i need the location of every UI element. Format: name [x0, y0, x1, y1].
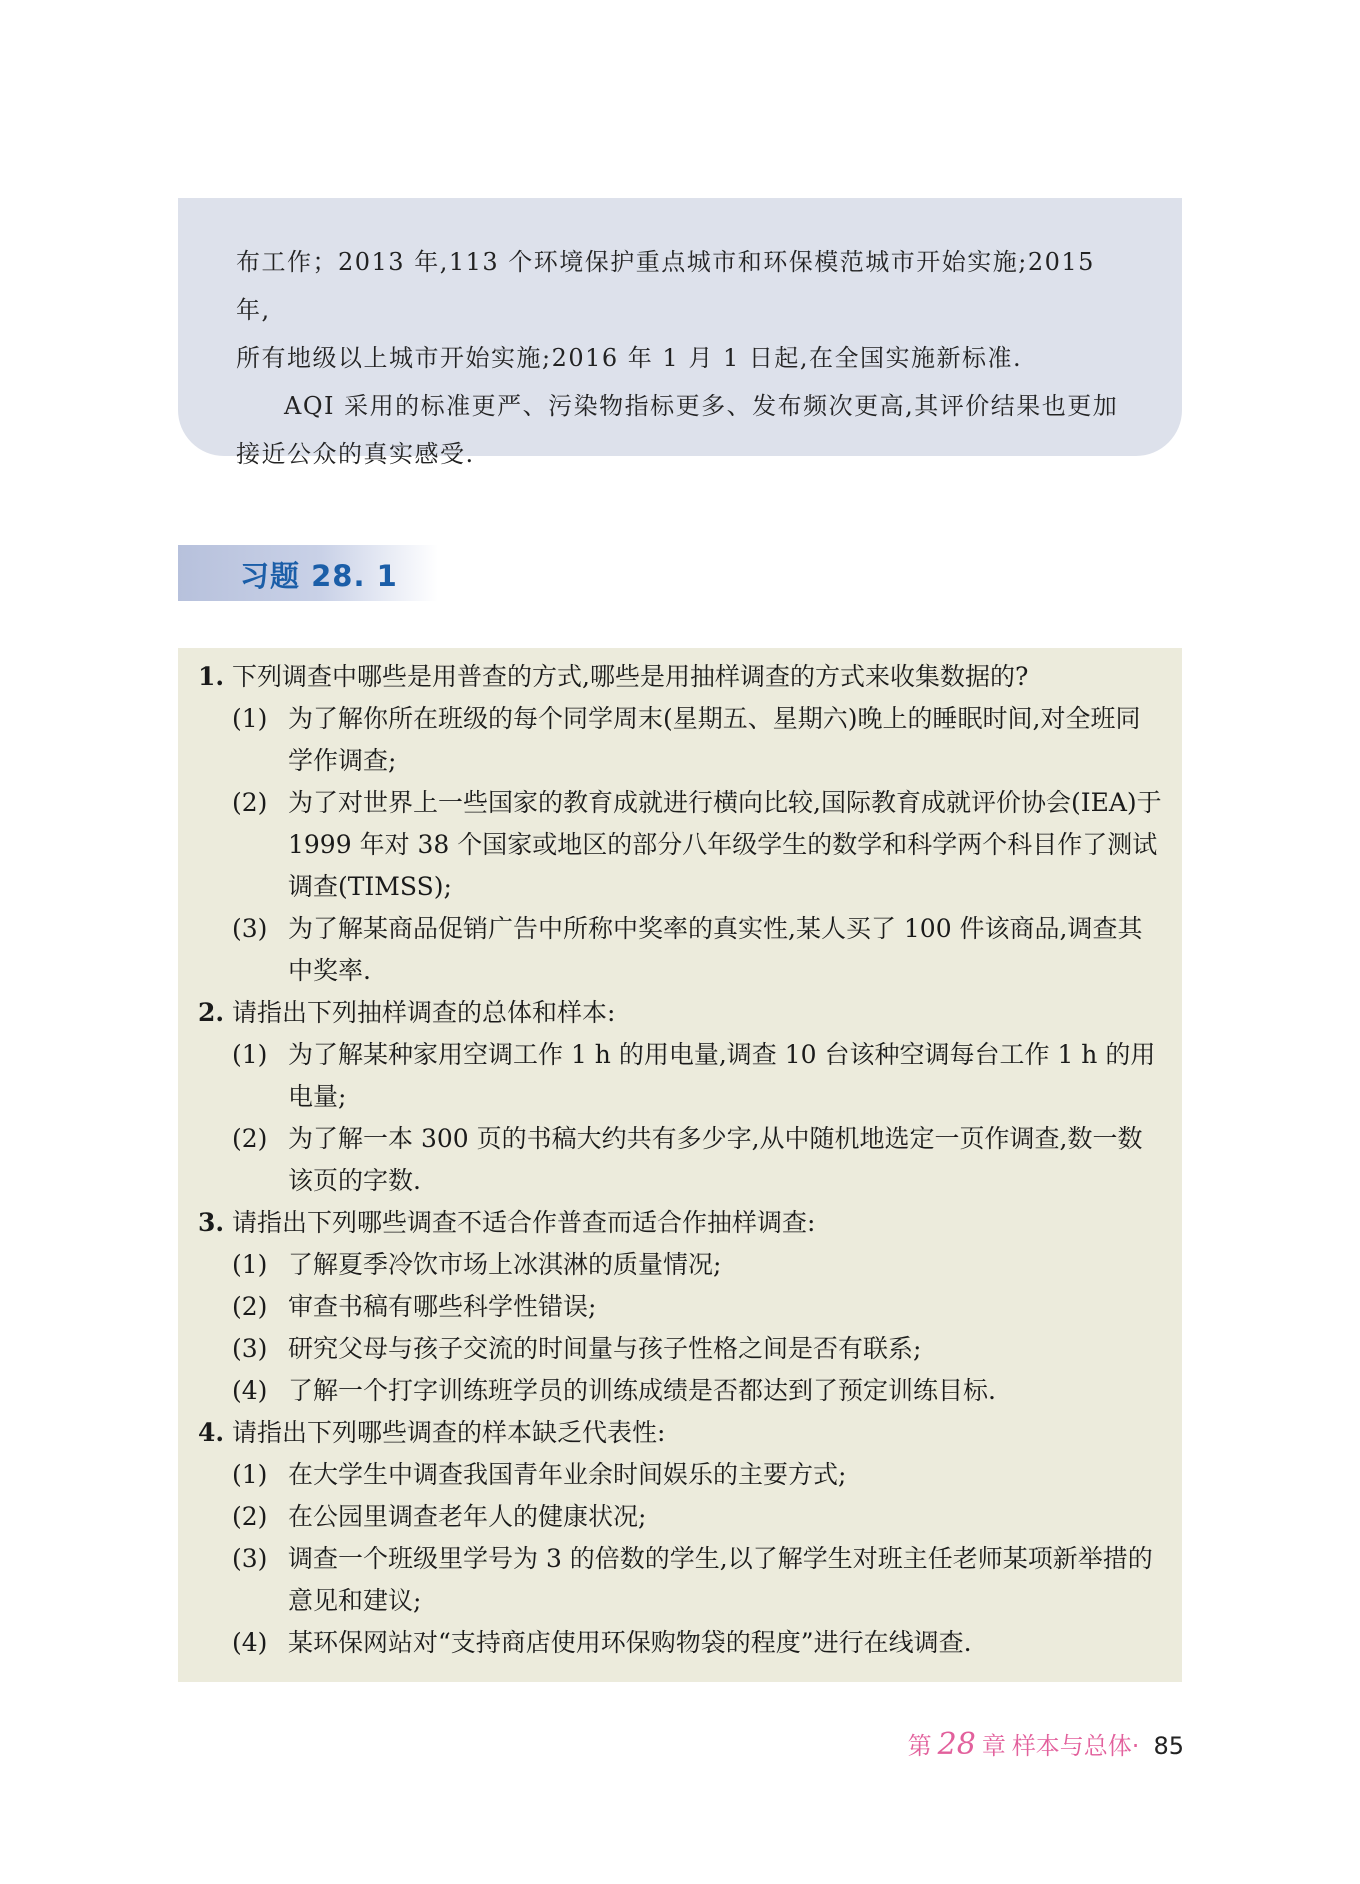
sub-text: 为了解一本 300 页的书稿大约共有多少字,从中随机地选定一页作调查,数一数该页的字数. — [288, 1124, 1143, 1195]
sub-text: 在公园里调查老年人的健康状况; — [288, 1502, 647, 1531]
exercise-header — [178, 545, 438, 601]
sub-text: 研究父母与孩子交流的时间量与孩子性格之间是否有联系; — [288, 1334, 922, 1363]
question-2-sub-2 — [198, 1118, 1164, 1202]
question-3-sub-4 — [198, 1370, 1164, 1412]
reading-line-4: 接近公众的真实感受. — [236, 440, 475, 468]
question-1-sub-1 — [198, 698, 1164, 782]
sub-tag: (1) — [232, 704, 268, 733]
question-4 — [198, 1412, 1164, 1454]
sub-tag: (1) — [232, 1250, 268, 1279]
reading-box — [178, 198, 1182, 468]
chapter-title: 样本与总体· — [1011, 1732, 1140, 1760]
question-4-sub-1 — [198, 1454, 1164, 1496]
question-number: 4. — [198, 1418, 225, 1447]
question-3-sub-2 — [198, 1286, 1164, 1328]
question-4-sub-2 — [198, 1496, 1164, 1538]
question-text: 请指出下列哪些调查不适合作普查而适合作抽样调查: — [232, 1208, 816, 1237]
sub-text: 为了解你所在班级的每个同学周末(星期五、星期六)晚上的睡眠时间,对全班同学作调查; — [288, 704, 1141, 775]
question-text: 下列调查中哪些是用普查的方式,哪些是用抽样调查的方式来收集数据的? — [232, 662, 1029, 691]
chapter-prefix: 第 — [907, 1732, 932, 1760]
question-4-sub-4 — [198, 1622, 1164, 1664]
sub-tag: (2) — [232, 1124, 268, 1153]
sub-tag: (1) — [232, 1040, 268, 1069]
page-footer — [908, 1726, 1184, 1762]
question-1 — [198, 656, 1164, 698]
chapter-number: 28 — [937, 1727, 976, 1762]
sub-text: 在大学生中调查我国青年业余时间娱乐的主要方式; — [288, 1460, 847, 1489]
page-number: 85 — [1153, 1732, 1184, 1760]
question-1-sub-2 — [198, 782, 1164, 908]
reading-line-1: 布工作；2013 年,113 个环境保护重点城市和环保模范城市开始实施;2015 年, — [236, 248, 1095, 324]
reading-line-3: AQI 采用的标准更严、污染物指标更多、发布频次更高,其评价结果也更加 — [284, 392, 1119, 420]
sub-tag: (2) — [232, 1502, 268, 1531]
sub-text: 调查一个班级里学号为 3 的倍数的学生,以了解学生对班主任老师某项新举措的意见和建议; — [288, 1544, 1153, 1615]
sub-tag: (3) — [232, 914, 268, 943]
sub-tag: (4) — [232, 1628, 268, 1657]
question-3 — [198, 1202, 1164, 1244]
sub-text: 审查书稿有哪些科学性错误; — [288, 1292, 597, 1321]
reading-line-2: 所有地级以上城市开始实施;2016 年 1 月 1 日起,在全国实施新标准. — [236, 344, 1023, 372]
question-number: 2. — [198, 998, 225, 1027]
question-3-sub-1 — [198, 1244, 1164, 1286]
question-number: 3. — [198, 1208, 225, 1237]
sub-tag: (2) — [232, 1292, 268, 1321]
sub-text: 为了解某商品促销广告中所称中奖率的真实性,某人买了 100 件该商品,调查其中奖率. — [288, 914, 1143, 985]
question-text: 请指出下列哪些调查的样本缺乏代表性: — [232, 1418, 666, 1447]
question-2 — [198, 992, 1164, 1034]
question-2-sub-1 — [198, 1034, 1164, 1118]
chapter-suffix: 章 — [981, 1732, 1006, 1760]
sub-tag: (1) — [232, 1460, 268, 1489]
question-number: 1. — [198, 662, 225, 691]
question-1-sub-3 — [198, 908, 1164, 992]
exercise-title: 习题 28. 1 — [240, 559, 398, 593]
question-text: 请指出下列抽样调查的总体和样本: — [232, 998, 616, 1027]
sub-text: 了解一个打字训练班学员的训练成绩是否都达到了预定训练目标. — [288, 1376, 996, 1405]
sub-tag: (4) — [232, 1376, 268, 1405]
sub-text: 为了对世界上一些国家的教育成就进行横向比较,国际教育成就评价协会(IEA)于 1999 年对 38 个国家或地区的部分八年级学生的数学和科学两个科目作了测试调查(TIMSS); — [288, 788, 1162, 901]
sub-text: 某环保网站对“支持商店使用环保购物袋的程度”进行在线调查. — [288, 1628, 972, 1657]
question-3-sub-3 — [198, 1328, 1164, 1370]
exercise-panel — [178, 648, 1182, 1682]
sub-text: 为了解某种家用空调工作 1 h 的用电量,调查 10 台该种空调每台工作 1 h 的用电量; — [288, 1040, 1156, 1111]
sub-text: 了解夏季冷饮市场上冰淇淋的质量情况; — [288, 1250, 722, 1279]
sub-tag: (3) — [232, 1334, 268, 1363]
sub-tag: (3) — [232, 1544, 268, 1573]
question-4-sub-3 — [198, 1538, 1164, 1622]
sub-tag: (2) — [232, 788, 268, 817]
